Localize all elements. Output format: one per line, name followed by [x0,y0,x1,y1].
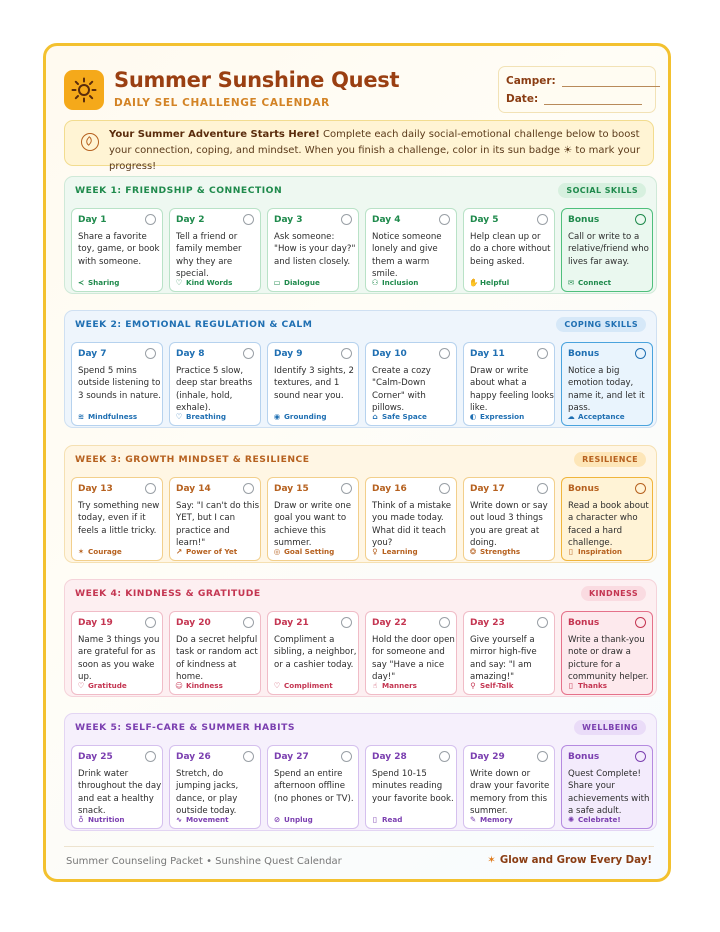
card-text: Help clean up or do a chore without being asked. [470,232,551,267]
challenge-card [169,342,261,426]
compass-icon [81,133,99,151]
book-icon: ▯ [568,680,574,690]
card-day: Day 20 [176,618,211,628]
mail-icon: ✉ [567,277,575,287]
card-text: Draw or write one goal you want to achieve this summer. [274,501,352,548]
book-icon: ▯ [568,546,574,556]
card-day: Day 29 [470,752,505,762]
intro-body: Complete each daily social-emotional challenge below to boost your connection, coping, and mindset. When you finish a challenge, color in its sun badge ☀ to mark your progress! [109,129,641,172]
card-tag [469,278,509,287]
card-tag [469,681,514,690]
sun-badge-checkbox[interactable] [145,751,156,762]
challenge-cards [71,208,652,292]
date-field[interactable] [544,104,642,105]
card-tag [469,815,513,824]
sun-badge-checkbox[interactable] [439,214,450,225]
people-icon: ⚇ [371,277,379,287]
challenge-card [267,477,359,561]
bonus-card [561,208,653,292]
card-tag [273,681,333,690]
card-day: Day 4 [372,215,401,225]
sun-badge-checkbox[interactable] [439,348,450,359]
sun-badge-checkbox[interactable] [341,483,352,494]
card-day: Day 7 [78,349,107,359]
challenge-card [71,342,163,426]
card-text: Write a thank-you note or draw a picture for a community helper. [568,635,649,682]
challenge-card [169,208,261,292]
trend-icon: ↗ [175,546,183,556]
challenge-card [365,208,457,292]
camper-row [506,75,660,87]
card-text: Notice someone lonely and give them a warm smile. [372,232,442,279]
card-day: Bonus [568,618,600,628]
card-tag-label: Read [382,815,403,824]
skill-badge: WELLBEING [574,720,646,735]
card-tag-label: Manners [382,681,417,690]
card-day: Day 26 [176,752,211,762]
card-tag [77,547,122,556]
card-text: Write down or draw your favorite memory from this summer. [470,769,550,816]
share-icon: ≺ [77,277,85,287]
target-icon: ◎ [273,546,281,556]
card-text: Create a cozy "Calm-Down Corner" with pillows. [372,366,431,413]
card-tag-label: Inspiration [578,547,623,556]
card-tag [469,547,520,556]
card-tag [175,547,237,556]
card-day: Bonus [568,752,600,762]
card-tag-label: Acceptance [578,412,625,421]
card-text: Ask someone: "How is your day?" and listen closely. [274,232,356,267]
card-tag [273,278,320,287]
card-day: Day 23 [470,618,505,628]
sun-badge-checkbox[interactable] [341,617,352,628]
page-subtitle: DAILY SEL CHALLENGE CALENDAR [114,97,330,109]
sun-badge-checkbox[interactable] [537,348,548,359]
card-text: Write down or say out loud 3 things you are great at doing. [470,501,548,548]
week-title: WEEK 4: KINDNESS & GRATITUDE [75,588,261,599]
card-day: Day 1 [78,215,107,225]
sun-badge-checkbox[interactable] [243,483,254,494]
pulse-icon: ∿ [175,814,183,824]
sun-badge-checkbox[interactable] [537,214,548,225]
challenge-card [71,477,163,561]
hand-icon: ✋ [469,277,479,287]
footer-slogan [487,855,652,866]
card-tag-label: Self-Talk [480,681,514,690]
card-tag-label: Breathing [186,412,227,421]
card-tag [175,815,229,824]
header [64,68,654,118]
smile-icon: ☺ [175,680,183,690]
card-tag-label: Strengths [480,547,521,556]
card-day: Bonus [568,349,600,359]
bonus-card [561,342,653,426]
card-tag [77,278,119,287]
card-day: Day 8 [176,349,205,359]
sun-badge-checkbox[interactable] [243,751,254,762]
card-text: Draw or write about what a happy feeling looks like. [470,366,554,413]
card-tag [77,412,137,421]
bonus-card [561,477,653,561]
card-text: Say: "I can't do this YET, but I can practice and learn!" [176,501,260,548]
card-tag [175,412,226,421]
eye-icon: ◉ [273,411,281,421]
sun-badge-checkbox[interactable] [537,483,548,494]
week-title: WEEK 2: EMOTIONAL REGULATION & CALM [75,319,313,330]
card-text: Identify 3 sights, 2 textures, and 1 sound near you. [274,366,354,401]
card-tag [371,547,418,556]
sun-badge-checkbox[interactable] [243,214,254,225]
challenge-card [71,745,163,829]
card-tag [273,547,334,556]
footer-caption: Summer Counseling Packet • Sunshine Quest Calendar [66,856,342,867]
challenge-card [463,342,555,426]
card-day: Bonus [568,215,600,225]
party-icon: ✺ [567,814,575,824]
card-text: Quest Complete! Share your achievements with a safe adult. [568,769,650,816]
sun-badge-checkbox[interactable] [537,751,548,762]
card-tag [567,815,621,824]
sparkle-icon: ✶ [77,546,85,556]
card-tag [371,681,417,690]
card-day: Day 28 [372,752,407,762]
card-day: Day 19 [78,618,113,628]
card-day: Day 16 [372,484,407,494]
card-text: Spend 5 mins outside listening to 3 sounds in nature. [78,366,161,401]
card-tag [273,815,313,824]
card-day: Day 15 [274,484,309,494]
heart-icon: ♡ [175,277,183,287]
card-tag-label: Celebrate! [578,815,621,824]
drop-icon: ♁ [78,814,84,824]
card-day: Day 3 [274,215,303,225]
sparkle-icon: ✶ [487,855,496,866]
card-text: Compliment a sibling, a neighbor, or a cashier today. [274,635,357,670]
sun-badge-checkbox[interactable] [145,214,156,225]
sun-badge-checkbox[interactable] [635,483,646,494]
card-day: Day 27 [274,752,309,762]
person-icon: ⚲ [470,680,476,690]
card-tag [77,681,127,690]
card-text: Share a favorite toy, game, or book with someone. [78,232,160,267]
sun-badge-checkbox[interactable] [635,348,646,359]
card-text: Think of a mistake you made today. What did it teach you? [372,501,452,548]
challenge-card [463,208,555,292]
intro-banner [64,120,654,172]
week-section [64,310,657,428]
intro-text [109,127,649,175]
sun-badge-checkbox[interactable] [537,617,548,628]
heart-icon: ♡ [175,411,183,421]
sun-badge-checkbox[interactable] [439,617,450,628]
sun-badge-checkbox[interactable] [145,617,156,628]
pencil-icon: ✎ [469,814,477,824]
challenge-cards [71,611,652,695]
cloud-icon: ☁ [567,411,575,421]
bonus-card [561,745,653,829]
sun-badge-checkbox[interactable] [243,348,254,359]
card-day: Day 13 [78,484,113,494]
card-tag-label: Compliment [284,681,333,690]
sun-badge-checkbox[interactable] [439,751,450,762]
date-label: Date: [506,93,539,105]
card-day: Day 14 [176,484,211,494]
book-icon: ▯ [372,814,378,824]
card-tag-label: Goal Setting [284,547,335,556]
calendar-sheet [43,43,671,882]
card-tag [371,412,427,421]
footer-slogan-text: Glow and Grow Every Day! [499,855,652,866]
card-tag [273,412,327,421]
challenge-card [365,745,457,829]
card-tag-label: Power of Yet [186,547,238,556]
skill-badge: COPING SKILLS [556,317,646,332]
week-title: WEEK 3: GROWTH MINDSET & RESILIENCE [75,454,310,465]
phone-off-icon: ⊘ [273,814,281,824]
camper-info-box [498,66,656,113]
sun-badge-checkbox[interactable] [635,751,646,762]
card-tag-label: Sharing [88,278,120,287]
waves-icon: ≋ [77,411,85,421]
card-tag-label: Expression [480,412,525,421]
card-tag-label: Mindfulness [88,412,138,421]
card-day: Day 25 [78,752,113,762]
bonus-card [561,611,653,695]
card-tag-label: Grounding [284,412,327,421]
brain-icon: ❂ [469,546,477,556]
intro-lead: Your Summer Adventure Starts Here! [109,129,320,140]
challenge-card [463,745,555,829]
card-tag [175,681,223,690]
challenge-card [267,745,359,829]
card-tag-label: Gratitude [88,681,127,690]
camper-label: Camper: [506,75,556,87]
card-day: Day 2 [176,215,205,225]
sun-logo-icon [64,70,104,110]
card-text: Read a book about a character who faced a hard challenge. [568,501,649,548]
heart-icon: ♡ [77,680,85,690]
card-text: Name 3 things you are grateful for as soon as you wake up. [78,635,160,682]
card-tag-label: Thanks [578,681,608,690]
card-tag-label: Connect [578,278,612,287]
sun-badge-checkbox[interactable] [341,348,352,359]
card-text: Spend 10-15 minutes reading your favorite book. [372,769,454,804]
card-text: Call or write to a relative/friend who lives far away. [568,232,649,267]
challenge-cards [71,342,652,426]
card-text: Stretch, do jumping jacks, dance, or play outside today. [176,769,239,816]
card-tag [567,412,625,421]
card-day: Day 10 [372,349,407,359]
card-tag-label: Memory [480,815,513,824]
challenge-cards [71,745,652,829]
card-tag-label: Helpful [480,278,510,287]
challenge-card [463,477,555,561]
card-tag-label: Unplug [284,815,313,824]
card-tag [567,547,622,556]
sun-badge-checkbox[interactable] [635,214,646,225]
sun-badge-checkbox[interactable] [635,617,646,628]
challenge-card [365,611,457,695]
challenge-card [267,208,359,292]
card-text: Spend an entire afternoon offline (no phones or TV). [274,769,354,804]
card-day: Day 11 [470,349,505,359]
skill-badge: RESILIENCE [574,452,646,467]
card-text: Give yourself a mirror high-five and say: "I am amazing!" [470,635,537,682]
page-title: Summer Sunshine Quest [114,68,400,92]
week-title: WEEK 1: FRIENDSHIP & CONNECTION [75,185,283,196]
card-tag-label: Kindness [186,681,223,690]
sun-badge-checkbox[interactable] [341,751,352,762]
challenge-card [267,342,359,426]
card-tag-label: Learning [382,547,418,556]
card-text: Tell a friend or family member why they are special. [176,232,242,279]
week-section [64,445,657,563]
card-text: Practice 5 slow, deep star breaths (inhale, hold, exhale). [176,366,253,413]
card-tag [469,412,524,421]
challenge-card [169,477,261,561]
home-icon: ⌂ [372,411,378,421]
card-tag-label: Inclusion [382,278,419,287]
card-text: Do a secret helpful task or random act of kindness at home. [176,635,258,682]
card-tag [567,278,611,287]
week-section [64,176,657,294]
card-day: Day 22 [372,618,407,628]
card-text: Drink water throughout the day and eat a healthy snack. [78,769,162,816]
challenge-card [365,342,457,426]
challenge-card [267,611,359,695]
thumb-icon: ☝ [372,680,378,690]
card-day: Day 21 [274,618,309,628]
skill-badge: SOCIAL SKILLS [558,183,646,198]
card-tag-label: Courage [88,547,122,556]
camper-name-field[interactable] [562,86,660,87]
challenge-card [71,208,163,292]
card-tag-label: Kind Words [186,278,233,287]
challenge-card [71,611,163,695]
week-title: WEEK 5: SELF-CARE & SUMMER HABITS [75,722,295,733]
sun-badge-checkbox[interactable] [145,348,156,359]
card-day: Bonus [568,484,600,494]
sun-badge-checkbox[interactable] [243,617,254,628]
card-day: Day 17 [470,484,505,494]
card-tag-label: Dialogue [284,278,320,287]
week-section [64,579,657,697]
card-day: Day 9 [274,349,303,359]
challenge-card [169,611,261,695]
challenge-card [463,611,555,695]
card-tag-label: Movement [186,815,229,824]
card-tag [371,278,418,287]
card-tag [371,815,402,824]
card-tag-label: Safe Space [382,412,427,421]
card-text: Try something new today, even if it feels a little tricky. [78,501,160,536]
card-day: Day 5 [470,215,499,225]
speech-icon: ▭ [273,277,281,287]
sun-badge-checkbox[interactable] [341,214,352,225]
card-text: Hold the door open for someone and say "Have a nice day!" [372,635,455,682]
card-tag [175,278,232,287]
card-tag [77,815,125,824]
sun-badge-checkbox[interactable] [439,483,450,494]
sun-badge-checkbox[interactable] [145,483,156,494]
week-section [64,713,657,831]
card-tag-label: Nutrition [88,815,125,824]
card-text: Notice a big emotion today, name it, and let it pass. [568,366,645,413]
date-row [506,93,642,105]
palette-icon: ◐ [469,411,477,421]
bulb-icon: ♀ [372,546,378,556]
card-tag [567,681,607,690]
challenge-cards [71,477,652,561]
challenge-card [169,745,261,829]
skill-badge: KINDNESS [581,586,646,601]
footer-divider [64,846,654,847]
challenge-card [365,477,457,561]
heart-icon: ♡ [273,680,281,690]
